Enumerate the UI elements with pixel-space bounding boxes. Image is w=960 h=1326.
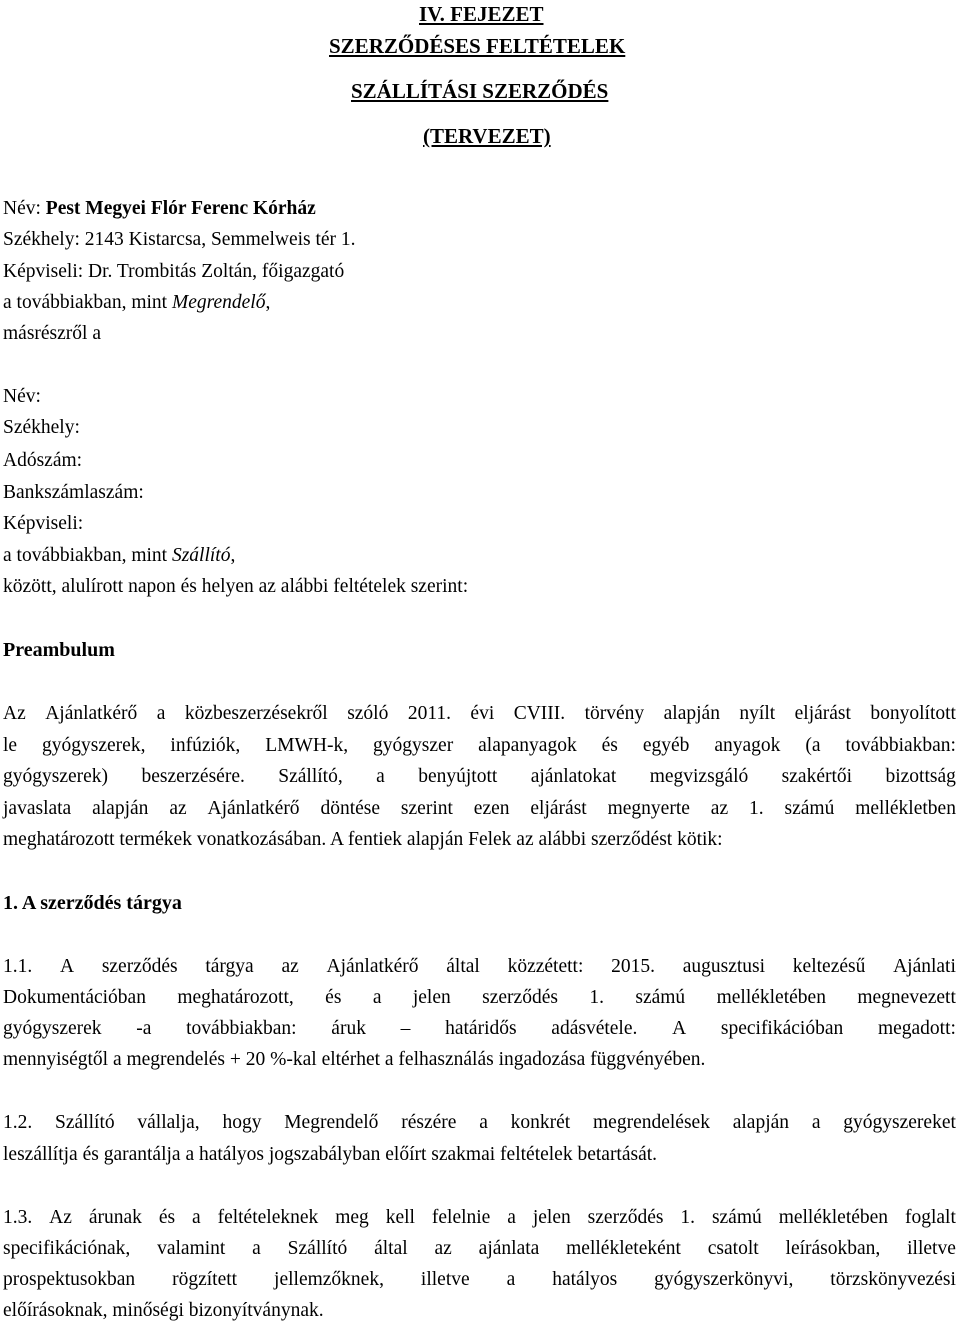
word: valamint xyxy=(157,1238,226,1259)
clause-1-1-line xyxy=(3,957,956,977)
preamble-heading: Preambulum xyxy=(3,639,115,661)
word: Dokumentációban xyxy=(3,987,146,1008)
word: specifikációban xyxy=(720,1018,844,1039)
word: mellékleteként xyxy=(566,1238,681,1259)
word: számú xyxy=(784,798,835,819)
party2-role-line xyxy=(3,546,235,566)
word: Az xyxy=(3,703,26,724)
word: a xyxy=(376,766,385,787)
word: alapján xyxy=(92,798,149,819)
word: szerint xyxy=(400,798,453,819)
word: beszerzésére. xyxy=(141,766,245,787)
party2-rep-label: Képviseli: xyxy=(3,513,84,534)
party2-role-suffix: , xyxy=(230,545,236,566)
draft-label: (TERVEZET) xyxy=(423,124,551,148)
word: prospektusokban xyxy=(3,1269,136,1290)
word: szerződés xyxy=(482,987,558,1008)
word: egyéb xyxy=(642,735,690,756)
chapter-heading: IV. FEJEZET xyxy=(419,2,544,26)
word: illetve xyxy=(907,1238,956,1259)
word: részére xyxy=(401,1112,457,1133)
preamble-line xyxy=(3,704,956,724)
word: 2011. xyxy=(407,703,451,724)
word: a xyxy=(507,1207,516,1228)
word: közzétett: xyxy=(507,956,584,977)
clause-1-2-line xyxy=(3,1113,956,1133)
contract-title: SZÁLLÍTÁSI SZERZŐDÉS xyxy=(351,79,609,103)
word: nyílt xyxy=(739,703,776,724)
word: és xyxy=(601,735,618,756)
party2-tax-label: Adószám: xyxy=(3,450,83,471)
word: hogy xyxy=(222,1112,262,1133)
clause-1-1-line xyxy=(3,1019,956,1039)
party2-bank-label: Bankszámlaszám: xyxy=(3,482,144,503)
word: LMWH-k, xyxy=(265,735,349,756)
word: jelen xyxy=(412,987,451,1008)
word: ezen xyxy=(473,798,510,819)
word: 1. xyxy=(749,798,764,819)
word: eljárást xyxy=(794,703,851,724)
word: (a xyxy=(805,735,821,756)
party1-role-suffix: , xyxy=(265,292,271,313)
word: Ajánlatkérő xyxy=(326,956,419,977)
word: Ajánlatkérő xyxy=(207,798,300,819)
word: ajánlata xyxy=(478,1238,540,1259)
word: a xyxy=(506,1269,516,1290)
party1-role: Megrendelő xyxy=(171,292,266,313)
party1-role-line xyxy=(3,293,270,313)
word: árunak xyxy=(88,1207,142,1228)
party1-role-prefix: a továbbiakban, mint xyxy=(3,292,172,313)
word: keltezésű xyxy=(792,956,866,977)
word: mellékletben xyxy=(855,798,956,819)
word: mellékletében xyxy=(778,1207,889,1228)
word: specifikációnak, xyxy=(3,1238,131,1259)
word: az xyxy=(281,956,299,977)
word: -a xyxy=(136,1018,152,1039)
word: mellékletében xyxy=(716,987,826,1008)
word: alapján xyxy=(732,1112,790,1133)
word: leírásokban, xyxy=(785,1238,881,1259)
word: CVIII. xyxy=(513,703,566,724)
party1-name-value: Pest Megyei Flór Ferenc Kórház xyxy=(45,198,316,219)
word: Szállító xyxy=(55,1112,115,1133)
word: és xyxy=(158,1207,176,1228)
word: szerződés xyxy=(587,1207,664,1228)
word: törzskönyvezési xyxy=(830,1269,956,1290)
word: benyújtott xyxy=(418,766,498,787)
word: az xyxy=(169,798,187,819)
party1-representative: Képviseli: Dr. Trombitás Zoltán, főigazgató xyxy=(3,261,345,282)
word: anyagok xyxy=(714,735,781,756)
clause-1-3-line xyxy=(3,1270,956,1290)
word: közbeszerzésekről xyxy=(184,703,328,724)
word: a xyxy=(192,1207,201,1228)
preamble-line xyxy=(3,799,956,819)
word: Megrendelő xyxy=(284,1112,379,1133)
word: hatályos xyxy=(552,1269,618,1290)
word: Ajánlatkérő xyxy=(45,703,138,724)
word: felelnie xyxy=(431,1207,491,1228)
word: továbbiakban: xyxy=(186,1018,297,1039)
word: Szállító xyxy=(287,1238,348,1259)
word: adásvétele. xyxy=(551,1018,638,1039)
word: megvizsgáló xyxy=(649,766,749,787)
word: jellemzőknek, xyxy=(274,1269,384,1290)
word: a xyxy=(479,1112,488,1133)
word: gyógyszerek) xyxy=(3,766,109,787)
word: 2015. xyxy=(611,956,655,977)
word: alapján xyxy=(663,703,720,724)
word: feltételeknek xyxy=(217,1207,319,1228)
word: infúziók, xyxy=(170,735,241,756)
preamble-line xyxy=(3,736,956,756)
word: jelen xyxy=(532,1207,571,1228)
word: alapanyagok xyxy=(478,735,577,756)
word: által xyxy=(374,1238,408,1259)
word: a xyxy=(372,987,382,1008)
word: 1.3. xyxy=(3,1207,33,1228)
word: gyógyszer xyxy=(373,735,454,756)
word: megadott: xyxy=(877,1018,956,1039)
word: illetve xyxy=(420,1269,470,1290)
preamble-line-last: meghatározott termékek vonatkozásában. A fentiek alapján Felek az alábbi szerződést kötik: xyxy=(3,829,723,850)
word: által xyxy=(446,956,480,977)
word: és xyxy=(325,987,342,1008)
word: kell xyxy=(385,1207,415,1228)
word: továbbiakban: xyxy=(845,735,956,756)
party1-seat: Székhely: 2143 Kistarcsa, Semmelweis tér 1. xyxy=(3,229,356,250)
party2-seat-label: Székhely: xyxy=(3,417,80,438)
word: meg xyxy=(335,1207,369,1228)
word: 1.2. xyxy=(3,1112,33,1133)
word: foglalt xyxy=(904,1207,956,1228)
word: augusztusi xyxy=(682,956,766,977)
between-parties-line: között, alulírott napon és helyen az alábbi feltételek szerint: xyxy=(3,576,469,597)
word: határidős xyxy=(445,1018,517,1039)
word: – xyxy=(400,1018,411,1039)
word: megnevezett xyxy=(857,987,956,1008)
word: szóló xyxy=(347,703,389,724)
party2-role-prefix: a továbbiakban, mint xyxy=(3,545,172,566)
word: 1.1. xyxy=(3,956,33,977)
word: le xyxy=(3,735,18,756)
word: tárgya xyxy=(205,956,254,977)
word: eljárást xyxy=(530,798,587,819)
section1-heading: 1. A szerződés tárgya xyxy=(3,892,182,914)
word: bonyolított xyxy=(870,703,956,724)
word: szakértői xyxy=(781,766,853,787)
word: törvény xyxy=(584,703,645,724)
document-title: SZERZŐDÉSES FELTÉTELEK xyxy=(329,34,626,58)
clause-1-2-line-last: leszállítja és garantálja a hatályos jogszabályban előírt szakmai feltételek betartását. xyxy=(3,1144,658,1165)
word: szerződés xyxy=(101,956,178,977)
party2-role: Szállító xyxy=(171,545,231,566)
clause-1-1-line-last: mennyiségtől a megrendelés + 20 %-kal eltérhet a felhasználás ingadozása függvényében. xyxy=(3,1049,706,1070)
word: számú xyxy=(711,1207,762,1228)
word: A xyxy=(672,1018,687,1039)
word: bizottság xyxy=(885,766,956,787)
word: 1. xyxy=(680,1207,696,1228)
word: áruk xyxy=(331,1018,366,1039)
word: 1. xyxy=(589,987,604,1008)
word: a xyxy=(156,703,166,724)
clause-1-1-line xyxy=(3,988,956,1008)
word: döntése xyxy=(320,798,381,819)
word: gyógyszerek xyxy=(3,1018,102,1039)
word: gyógyszerkönyvi, xyxy=(654,1269,794,1290)
word: a xyxy=(811,1112,821,1133)
word: Szállító, xyxy=(278,766,343,787)
word: Ajánlati xyxy=(893,956,956,977)
word: megrendelések xyxy=(593,1112,710,1133)
word: számú xyxy=(635,987,686,1008)
party1-name-line xyxy=(3,199,316,219)
clause-1-3-line xyxy=(3,1239,956,1259)
word: meghatározott, xyxy=(177,987,294,1008)
word: az xyxy=(434,1238,452,1259)
word: évi xyxy=(470,703,495,724)
clause-1-3-line xyxy=(3,1208,956,1228)
word: ajánlatokat xyxy=(530,766,617,787)
word: Az xyxy=(49,1207,72,1228)
word: rögzített xyxy=(172,1269,238,1290)
party1-name-label: Név: xyxy=(3,198,46,219)
word: az xyxy=(710,798,729,819)
preamble-line xyxy=(3,767,956,787)
word: gyógyszereket xyxy=(843,1112,956,1133)
word: megnyerte xyxy=(607,798,690,819)
word: javaslata xyxy=(3,798,72,819)
word: konkrét xyxy=(510,1112,571,1133)
clause-1-3-line-last: előírásoknak, minőségi bizonyítványnak. xyxy=(3,1300,324,1321)
word: A xyxy=(59,956,75,977)
word: vállalja, xyxy=(137,1112,200,1133)
word: csatolt xyxy=(707,1238,759,1259)
party2-name-label: Név: xyxy=(3,386,41,407)
other-party-intro: másrészről a xyxy=(3,323,101,344)
word: a xyxy=(252,1238,261,1259)
word: gyógyszerek, xyxy=(42,735,146,756)
